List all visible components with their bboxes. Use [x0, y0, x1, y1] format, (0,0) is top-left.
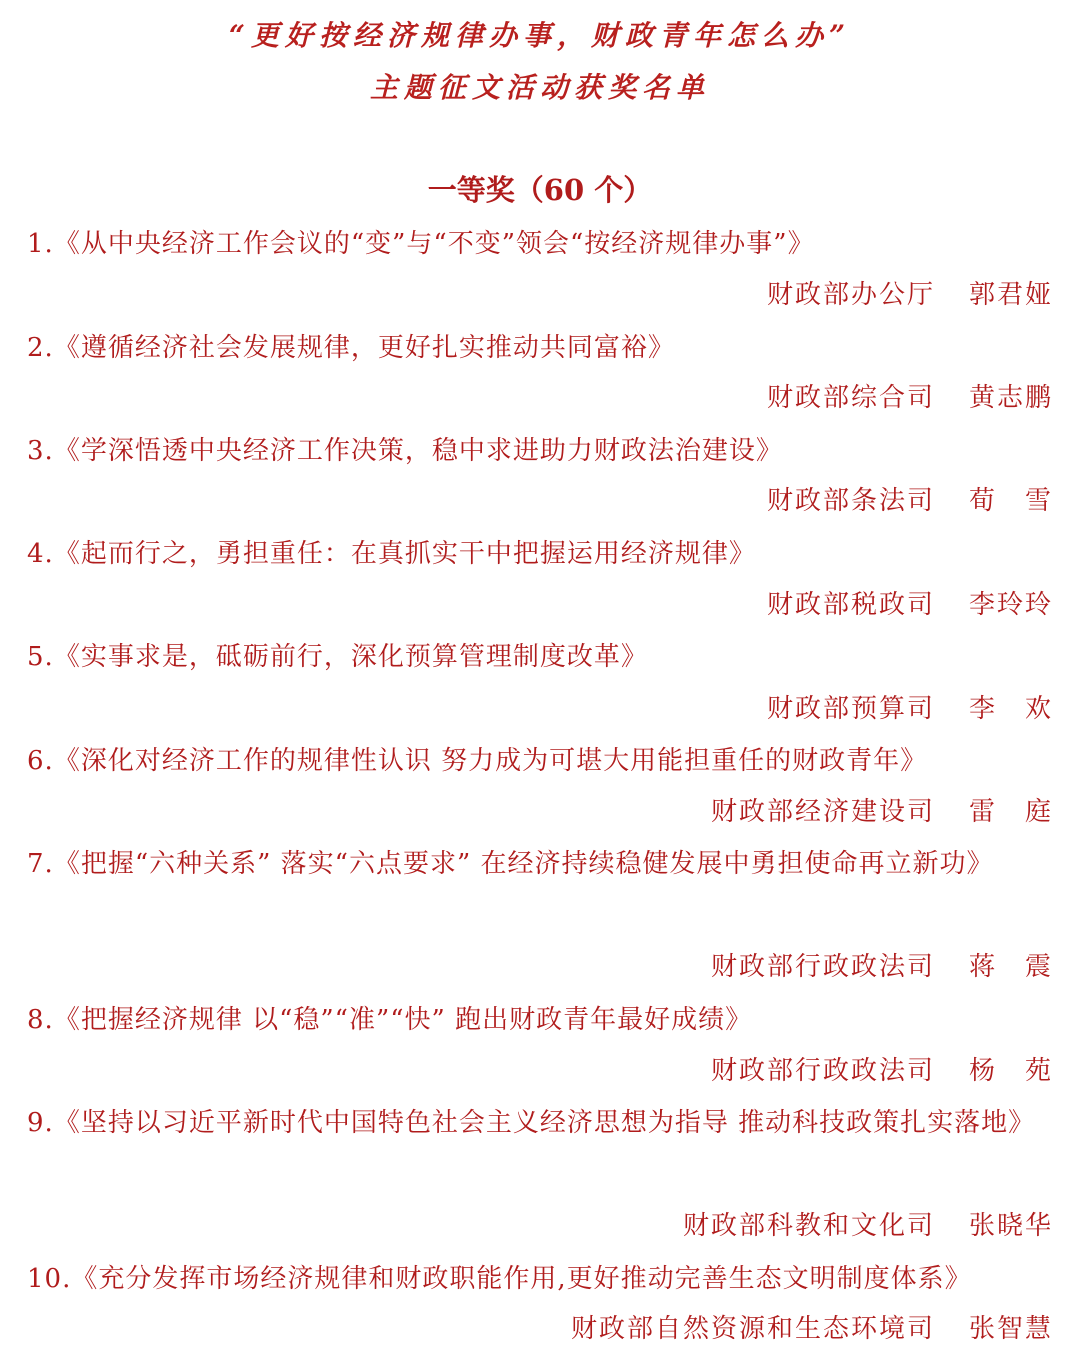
entry-title — [27, 735, 1057, 787]
entry-title — [27, 425, 1057, 477]
page-title-line-2: 主题征文活动获奖名单 — [369, 71, 710, 104]
entry-author — [711, 792, 1053, 832]
entry-work-title: 《深化对经济工作的规律性认识 努力成为可堪大用能担重任的财政青年》 — [53, 746, 928, 776]
entry-title — [27, 528, 1057, 580]
entry-org: 财政部办公厅 — [766, 280, 935, 310]
entry-number: 4. — [27, 539, 54, 569]
entry-number: 7. — [27, 849, 54, 879]
entry-org: 财政部科教和文化司 — [682, 1211, 935, 1241]
entry-title — [27, 1253, 1057, 1305]
entry-org: 财政部经济建设司 — [710, 797, 935, 827]
entry-name: 黄志鹏 — [968, 383, 1053, 413]
entry-work-title: 《从中央经济工作会议的“变”与“不变”领会“按经济规律办事”》 — [53, 229, 815, 259]
entry-title — [27, 322, 1057, 374]
entry-name: 杨 苑 — [968, 1056, 1053, 1086]
entry-author — [711, 947, 1053, 987]
entry-number: 8. — [27, 1005, 54, 1035]
entry-author — [767, 585, 1053, 625]
entry-author — [767, 689, 1053, 729]
entry-work-title: 《坚持以习近平新时代中国特色社会主义经济思想为指导 推动科技政策扎实落地》 — [53, 1108, 1036, 1138]
entry-title — [27, 1097, 1057, 1149]
entry-name: 张晓华 — [968, 1211, 1053, 1241]
entry-org: 财政部自然资源和生态环境司 — [570, 1314, 935, 1344]
entry-name: 李玲玲 — [968, 590, 1053, 620]
entry-work-title: 《实事求是，砥砺前行，深化预算管理制度改革》 — [53, 642, 648, 672]
entry-author — [683, 1206, 1053, 1246]
entry-number: 1. — [27, 229, 54, 259]
entry-number: 6. — [27, 746, 54, 776]
entry-work-title: 《学深悟透中央经济工作决策，稳中求进助力财政法治建设》 — [53, 436, 783, 466]
section-heading-first-prize: 一等奖（60 个） — [427, 173, 653, 207]
entry-name: 李 欢 — [968, 694, 1053, 724]
entry-work-title: 《遵循经济社会发展规律，更好扎实推动共同富裕》 — [53, 333, 675, 363]
entry-number: 5. — [27, 642, 54, 672]
entry-work-title: 《把握经济规律 以“稳”“准”“快” 跑出财政青年最好成绩》 — [53, 1005, 753, 1035]
entry-work-title: 《把握“六种关系” 落实“六点要求” 在经济持续稳健发展中勇担使命再立新功》 — [53, 849, 994, 879]
entry-org: 财政部行政政法司 — [710, 952, 935, 982]
entry-title — [27, 218, 1057, 270]
entry-org: 财政部预算司 — [766, 694, 935, 724]
entry-author — [571, 1309, 1053, 1349]
entry-name: 雷 庭 — [968, 797, 1053, 827]
entry-name: 郭君娅 — [968, 280, 1053, 310]
entry-name: 荀 雪 — [968, 486, 1053, 516]
entry-title — [27, 838, 1057, 890]
entry-number: 9. — [27, 1108, 54, 1138]
entry-work-title: 《充分发挥市场经济规律和财政职能作用,更好推动完善生态文明制度体系》 — [71, 1264, 972, 1294]
entry-title — [27, 631, 1057, 683]
entry-title — [27, 994, 1057, 1046]
entry-author — [767, 378, 1053, 418]
entry-author — [711, 1051, 1053, 1091]
entry-number: 3. — [27, 436, 54, 466]
entry-author — [767, 275, 1053, 315]
entry-org: 财政部综合司 — [766, 383, 935, 413]
entry-author — [767, 481, 1053, 521]
entry-work-title: 《起而行之，勇担重任：在真抓实干中把握运用经济规律》 — [53, 539, 756, 569]
entry-name: 蒋 震 — [968, 952, 1053, 982]
entry-org: 财政部税政司 — [766, 590, 935, 620]
page-title-line-1: “更好按经济规律办事，财政青年怎么办” — [228, 19, 852, 52]
entry-number: 10. — [27, 1264, 72, 1294]
entry-name: 张智慧 — [968, 1314, 1053, 1344]
entry-org: 财政部行政政法司 — [710, 1056, 935, 1086]
entry-number: 2. — [27, 333, 54, 363]
entry-org: 财政部条法司 — [766, 486, 935, 516]
